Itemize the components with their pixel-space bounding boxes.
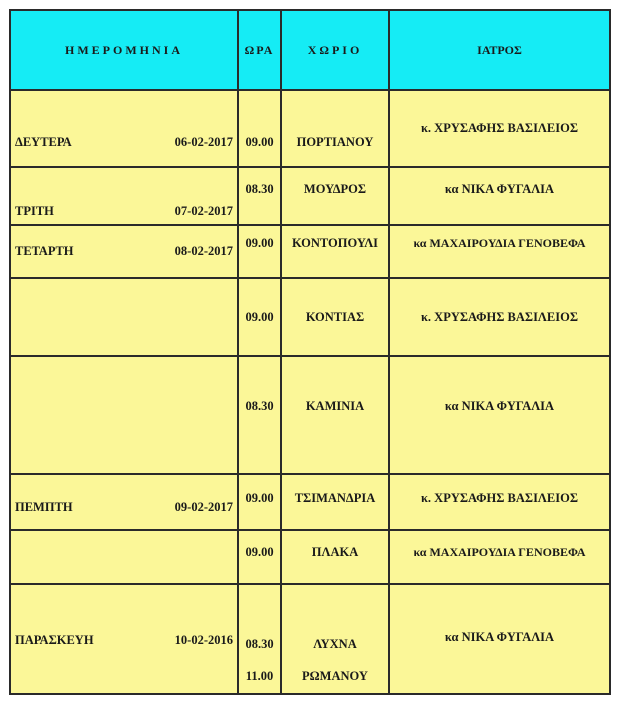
date-cell: [10, 278, 238, 356]
village-cell: ΠΛΑΚΑ: [281, 530, 389, 584]
time-value-2: 11.00: [245, 669, 274, 683]
table-row: [10, 225, 610, 278]
doctor-cell: κ. ΧΡΥΣΑΦΗΣ ΒΑΣΙΛΕΙΟΣ: [389, 278, 610, 356]
table-row: [10, 167, 610, 225]
village-cell: [281, 584, 389, 694]
date-cell: [10, 167, 238, 225]
table-row: [10, 584, 610, 694]
date-value: 07-02-2017: [174, 204, 233, 218]
village-value: ΛΥΧΝΑ: [313, 637, 357, 651]
time-cell: 09.00: [238, 90, 281, 167]
time-cell: 08.30: [238, 167, 281, 225]
day-label: ΔΕΥΤΕΡΑ: [15, 135, 72, 149]
table-row: [10, 356, 610, 474]
doctor-cell: κ. ΧΡΥΣΑΦΗΣ ΒΑΣΙΛΕΙΟΣ: [389, 474, 610, 530]
header-village: ΧΩΡΙΟ: [281, 10, 389, 90]
doctor-cell: κα ΜΑΧΑΙΡΟΥΔΙΑ ΓΕΝΟΒΕΦΑ: [389, 530, 610, 584]
date-cell: [10, 356, 238, 474]
date-cell: [10, 474, 238, 530]
table-row: [10, 474, 610, 530]
time-cell: 09.00: [238, 530, 281, 584]
date-cell: [10, 530, 238, 584]
header-row: [10, 10, 610, 90]
table-row: [10, 530, 610, 584]
day-label: ΠΑΡΑΣΚΕΥΗ: [15, 633, 94, 647]
time-cell: 09.00: [238, 278, 281, 356]
date-cell: [10, 584, 238, 694]
header-date: ΗΜΕΡΟΜΗΝΙΑ: [10, 10, 238, 90]
date-value: 10-02-2016: [174, 633, 233, 647]
date-cell: [10, 225, 238, 278]
day-label: ΠΕΜΠΤΗ: [15, 500, 73, 514]
day-label: ΤΕΤΑΡΤΗ: [15, 244, 74, 258]
header-time: ΩΡΑ: [238, 10, 281, 90]
village-cell: ΚΑΜΙΝΙΑ: [281, 356, 389, 474]
date-cell: [10, 90, 238, 167]
date-value: 08-02-2017: [174, 244, 233, 258]
header-doctor: ΙΑΤΡΟΣ: [389, 10, 610, 90]
table-row: [10, 90, 610, 167]
time-cell: 09.00: [238, 225, 281, 278]
time-cell: 08.30: [238, 356, 281, 474]
time-cell: [238, 584, 281, 694]
schedule-table: [9, 9, 611, 695]
time-cell: 09.00: [238, 474, 281, 530]
doctor-cell: κα ΝΙΚΑ ΦΥΓΑΛΙΑ: [389, 356, 610, 474]
village-cell: ΠΟΡΤΙΑΝΟΥ: [281, 90, 389, 167]
village-cell: ΤΣΙΜΑΝΔΡΙΑ: [281, 474, 389, 530]
doctor-cell: κα ΝΙΚΑ ΦΥΓΑΛΙΑ: [389, 167, 610, 225]
date-value: 09-02-2017: [174, 500, 233, 514]
village-cell: ΚΟΝΤΟΠΟΥΛΙ: [281, 225, 389, 278]
doctor-cell: κ. ΧΡΥΣΑΦΗΣ ΒΑΣΙΛΕΙΟΣ: [389, 90, 610, 167]
table-row: [10, 278, 610, 356]
village-cell: ΜΟΥΔΡΟΣ: [281, 167, 389, 225]
village-cell: ΚΟΝΤΙΑΣ: [281, 278, 389, 356]
doctor-cell: κα ΝΙΚΑ ΦΥΓΑΛΙΑ: [389, 584, 610, 694]
date-value: 06-02-2017: [174, 135, 233, 149]
day-label: ΤΡΙΤΗ: [15, 204, 54, 218]
doctor-cell: κα ΜΑΧΑΙΡΟΥΔΙΑ ΓΕΝΟΒΕΦΑ: [389, 225, 610, 278]
village-value-2: ΡΩΜΑΝΟΥ: [302, 669, 368, 683]
time-value: 08.30: [245, 637, 274, 651]
